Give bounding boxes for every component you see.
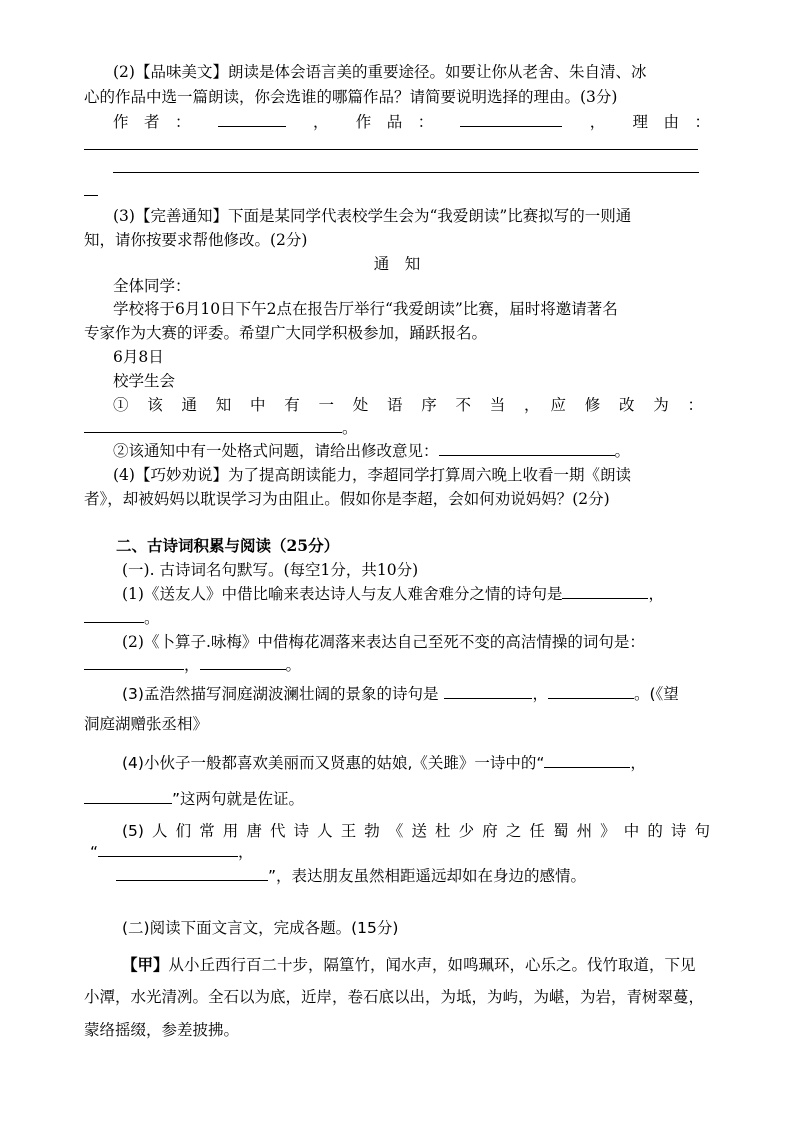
poem-q5-cont	[116, 866, 713, 886]
notice-greeting: 全体同学：	[113, 277, 191, 295]
subsection-heading: (一). 古诗词名句默写。(每空1分，共10分)	[122, 561, 419, 579]
poem-q4-cont	[84, 789, 710, 809]
subsection-heading-2: (二)阅读下面文言文，完成各题。(15分)	[122, 919, 399, 937]
poem-q5-end: ”，表达朋友虽然相距遥远却如在身边的感情。	[268, 867, 587, 885]
notice-date: 6月8日	[113, 348, 164, 366]
poem-q2: (2)《卜算子.咏梅》中借梅花凋落来表达自己至死不变的高洁情操的词句是：	[122, 633, 645, 651]
q3-part2	[113, 441, 710, 461]
poem-q4	[122, 753, 719, 773]
comma: ，	[648, 585, 664, 603]
q2-answer-row	[113, 112, 710, 132]
notice-signature: 校学生会	[113, 372, 176, 390]
comma: ，	[532, 685, 548, 703]
q4-line1: (4)【巧妙劝说】为了提高朗读能力，李超同学打算周六晚上收看一期《朗读	[113, 466, 631, 484]
notice-title: 通 知	[373, 255, 421, 273]
q3-part1-answer	[84, 418, 710, 438]
period: 。	[285, 656, 302, 674]
q2-author-label: 作 者 ：	[113, 113, 191, 131]
poem-q5: (5)人们常用唐代诗人王勃《送杜少府之任蜀州》中的诗句	[122, 822, 710, 840]
q2-answer-line[interactable]	[84, 195, 98, 196]
q3-part1-blank[interactable]	[84, 418, 342, 433]
period: 。	[614, 442, 631, 460]
section-heading: 二、古诗词积累与阅读（25分）	[116, 536, 340, 555]
poem-q4-blank-b[interactable]	[84, 789, 172, 804]
poem-q1-blank-b[interactable]	[84, 608, 144, 623]
notice-body-line1: 学校将于6月10日下午2点在报告厅举行“我爱朗读”比赛，届时将邀请著名	[113, 300, 618, 318]
poem-q2-blank-a[interactable]	[84, 655, 184, 670]
comma: ，	[238, 843, 254, 861]
poem-q1-text: (1)《送友人》中借比喻来表达诗人与友人难舍难分之情的诗句是	[122, 585, 563, 603]
poem-q3	[122, 684, 719, 704]
passage-jia-line3: 蒙络摇缀，参差披拂。	[84, 1021, 240, 1039]
poem-q2-cont	[84, 655, 710, 675]
poem-q1	[122, 584, 719, 604]
notice-body-line2: 专家作为大赛的评委。希望广大同学积极参加，踊跃报名。	[84, 324, 488, 342]
q2-comma: ，	[589, 113, 606, 131]
period: 。	[144, 609, 160, 627]
poem-q3-blank-b[interactable]	[548, 684, 634, 699]
q2-answer-line[interactable]	[113, 172, 699, 173]
poem-q5-blank-b[interactable]	[116, 866, 268, 881]
q3-part1: ① 该 通 知 中 有 一 处 语 序 不 当 ， 应 修 改 为 ：	[113, 396, 703, 414]
q2-work-label: 作 品 ：	[355, 113, 434, 131]
passage-jia-line1	[122, 955, 719, 975]
quote: “	[90, 843, 99, 861]
poem-q1-blank-a[interactable]	[562, 584, 648, 599]
poem-q3-text: (3)孟浩然描写洞庭湖波澜壮阔的景象的诗句是	[122, 685, 439, 703]
q2-work-blank[interactable]	[460, 112, 562, 127]
q2-line1: (2)【品味美文】朗读是体会语言美的重要途径。如要让你从老舍、朱自清、冰	[113, 63, 647, 81]
q2-answer-line[interactable]	[84, 149, 698, 150]
poem-q4-text: (4)小伙子一般都喜欢美丽而又贤惠的姑娘,《关雎》一诗中的“	[122, 754, 545, 772]
poem-q4-end: ”这两句就是佐证。	[172, 790, 305, 808]
poem-q3-end: 。(《望	[633, 685, 679, 703]
poem-q5-open	[90, 842, 716, 862]
q2-reason-label: 理 由 ：	[632, 113, 710, 131]
q3-part2-text: ②该通知中有一处格式问题，请给出修改意见：	[113, 442, 439, 460]
q4-line2: 者》，却被妈妈以耽误学习为由阻止。假如你是李超，会如何劝说妈妈？(2分)	[84, 490, 610, 508]
q2-comma: ，	[312, 113, 329, 131]
poem-q3-cont: 洞庭湖赠张丞相》	[84, 715, 209, 733]
q2-author-blank[interactable]	[218, 112, 286, 127]
q3-line2: 知，请你按要求帮他修改。(2分)	[84, 231, 308, 249]
period: 。	[342, 419, 358, 437]
poem-q1-cont	[84, 608, 710, 628]
comma: ，	[630, 754, 646, 772]
q2-line2: 心的作品中选一篇朗读，你会选谁的哪篇作品？请简要说明选择的理由。(3分)	[84, 88, 618, 106]
poem-q4-blank-a[interactable]	[544, 753, 630, 768]
poem-q2-blank-b[interactable]	[200, 655, 286, 670]
passage-label: 【甲】	[122, 956, 169, 974]
passage-jia-line2: 小潭，水光清冽。全石以为底，近岸，卷石底以出，为坻，为屿，为嵁，为岩，青树翠蔓，	[84, 988, 705, 1006]
poem-q5-blank-a[interactable]	[98, 842, 238, 857]
comma: ，	[184, 656, 200, 674]
passage-text: 从小丘西行百二十步，隔篁竹，闻水声，如鸣珮环，心乐之。伐竹取道，下见	[168, 956, 696, 974]
q3-part2-blank[interactable]	[439, 441, 615, 456]
q3-line1: (3)【完善通知】下面是某同学代表校学生会为“我爱朗读”比赛拟写的一则通	[113, 207, 632, 225]
poem-q3-blank-a[interactable]	[444, 684, 532, 699]
